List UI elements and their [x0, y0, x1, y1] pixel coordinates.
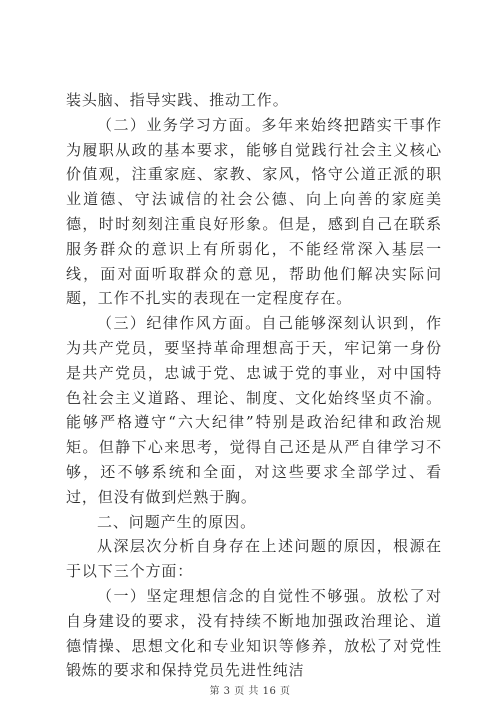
paragraph-business-study: （二）业务学习方面。多年来始终把踏实干事作为履职从政的基本要求，能够自觉践行社会主义核心价值观，注重家庭、家教、家风，恪守公道正派的职业道德、守法诚信的社会公德、向上向善的家庭美德，时时刻刻注重良好形象。但是，感到自己在联系服务群众的意识上有所弱化，不能经常深入基层一线，面对面听取群众的意见，帮助他们解决实际问题，工作不扎实的表现在一定程度存在。 — [66, 115, 442, 308]
section-heading-causes: 二、问题产生的原因。 — [97, 512, 257, 531]
page-footer: 第 3 页 共 16 页 — [209, 686, 291, 697]
paragraph-continuation: 装头脑、指导实践、推动工作。 — [66, 91, 289, 109]
document-body — [66, 88, 442, 683]
paragraph-ideals-belief: （一）坚定理想信念的自觉性不够强。放松了对自身建设的要求，没有持续不断地加强政治理论、道德情操、思想文化和专业知识等修养，放松了对党性锻炼的要求和保持党员先进性纯洁 — [66, 586, 442, 680]
paragraph-discipline-style: （三）纪律作风方面。自己能够深刻认识到，作为共产党员，要坚持革命理想高于天，牢记第一身份是共产党员，忠诚于党、忠诚于党的事业，对中国特色社会主义道路、理论、制度、文化始终坚贞不渝。能够严格遵守“六大纪律”特别是政治纪律和政治规矩。但静下心来思考，觉得自己还是从严自律学习不够，还不够系统和全面，对这些要求全部学过、看过，但没有做到烂熟于胸。 — [66, 314, 442, 506]
paragraph-causes-intro: 从深层次分析自身存在上述问题的原因，根源在于以下三个方面： — [66, 537, 442, 581]
